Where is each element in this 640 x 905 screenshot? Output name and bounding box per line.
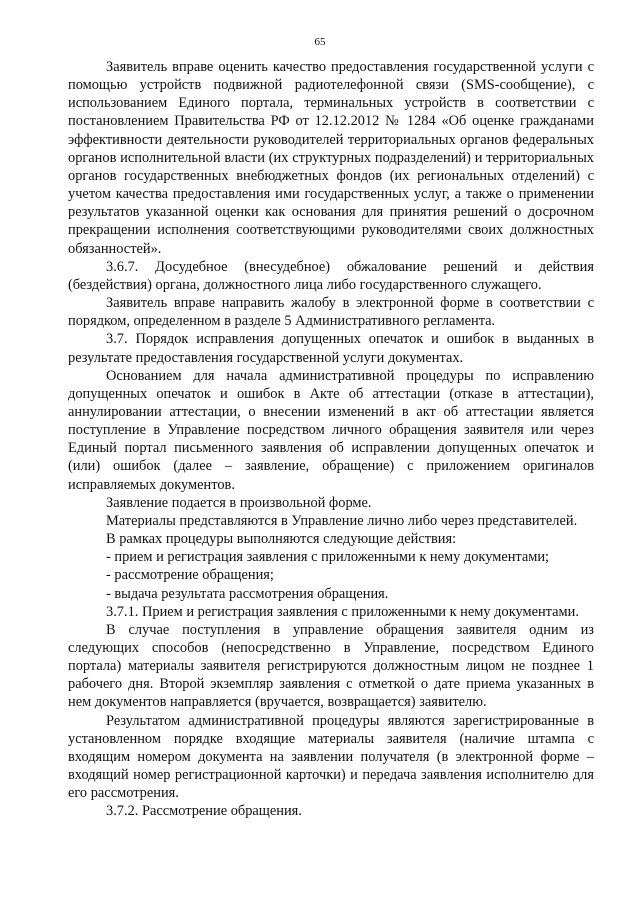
paragraph-complaint-right: Заявитель вправе направить жалобу в электронной форме в соответствии с порядком, определенном в разделе 5 Административного регламента. bbox=[68, 295, 594, 330]
paragraph-free-form: Заявление подается в произвольной форме. bbox=[106, 494, 372, 511]
section-heading-3-7: 3.7. Порядок исправления допущенных опечаток и ошибок в выданных в результате предоставления государственной услуги документах. bbox=[68, 331, 594, 366]
list-item-result: - выдача результата рассмотрения обращения. bbox=[106, 585, 389, 602]
list-item-reception: - прием и регистрация заявления с приложенными к нему документами; bbox=[106, 549, 550, 566]
paragraph-actions-intro: В рамках процедуры выполняются следующие действия: bbox=[106, 531, 457, 548]
paragraph-submission: Материалы представляются в Управление лично либо через представителей. bbox=[106, 512, 578, 529]
list-item-review: - рассмотрение обращения; bbox=[106, 567, 274, 584]
page-number: 65 bbox=[314, 36, 326, 48]
section-heading-3-7-1: 3.7.1. Прием и регистрация заявления с приложенными к нему документами. bbox=[106, 603, 579, 620]
section-heading-3-6-7: 3.6.7. Досудебное (внесудебное) обжалование решений и действия (бездействия) органа, должностного лица либо государственного служащего. bbox=[68, 258, 594, 293]
paragraph-procedure-result: Результатом административной процедуры являются зарегистрированные в установленном порядке входящие материалы заявителя (наличие штампа с входящим номером документа на заявлении получателя (в электронной форме – входящий номер регистрационной карточки) и передача заявления исполнителю для его рассмотрения. bbox=[68, 712, 594, 802]
paragraph-quality-assessment: Заявитель вправе оценить качество предоставления государственной услуги с помощью устройств подвижной радиотелефонной связи (SMS-сообщение), с использованием Единого портала, терминальных устройств в соответствии с постановлением Правительства РФ от 12.12.2012 № 1284 «Об оценке гражданами эффективности деятельности руководителей территориальных органов федеральных органов исполнительной власти (их структурных подразделений) и территориальных органов государственных внебюджетных фондов (их региональных отделений) с учетом качества предоставления ими государственных услуг, а также о применении результатов указанной оценки как основания для принятия решений о досрочном прекращении исполнения соответствующими руководителями своих должностных обязанностей». bbox=[68, 59, 594, 257]
document-body bbox=[68, 58, 594, 821]
paragraph-registration: В случае поступления в управление обращения заявителя одним из следующих способов (непосредственно в Управление, посредством Единого портала) материалы заявителя регистрируются должностным лицом не позднее 1 рабочего дня. Второй экземпляр заявления с отметкой о дате приема указанных в нем документов направляется (вручается, возвращается) заявителю. bbox=[68, 621, 594, 711]
section-heading-3-7-2: 3.7.2. Рассмотрение обращения. bbox=[106, 803, 302, 820]
paragraph-procedure-basis: Основанием для начала административной процедуры по исправлению допущенных опечаток и ошибок в Акте об аттестации (отказе в аттестации), аннулировании аттестации, о внесении изменений в акт об аттестации является поступление в Управление посредством личного обращения заявителя или через Единый портал письменного заявления об исправлении допущенных опечаток и (или) ошибок (далее – заявление, обращение) с приложением оригиналов исправляемых документов. bbox=[68, 367, 594, 493]
